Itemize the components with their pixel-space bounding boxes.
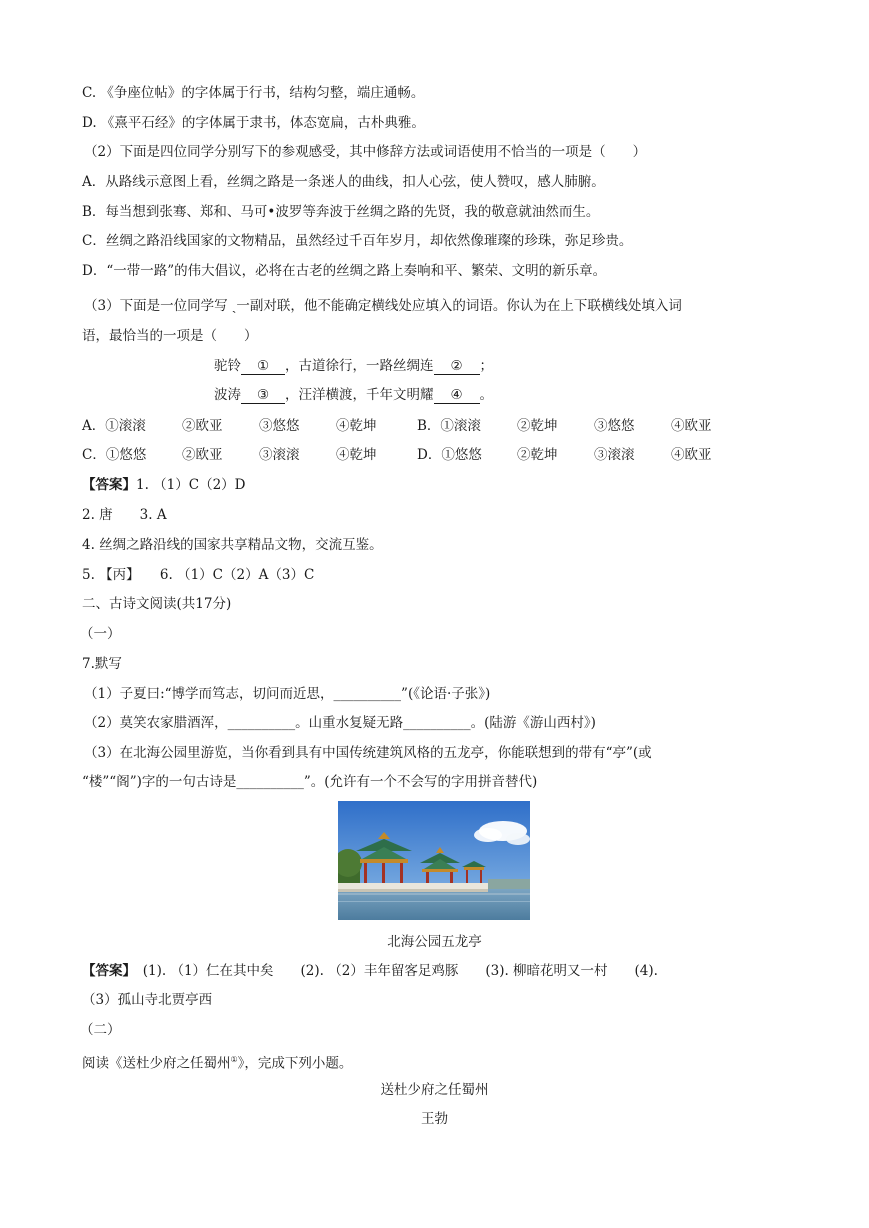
couplet-lower [214, 386, 493, 404]
q6-3-stem-line1: （3）下面是一位同学写 ˎ一副对联，他不能确定横线处应填入的词语。你认为在上下联横线处填入词 [84, 298, 682, 314]
option-b-4: ④欧亚 [671, 418, 712, 434]
couplet-upper-mid: ，古道徐行，一路丝绸连 [285, 358, 434, 374]
option-a-1: A．①滚滚 [82, 418, 146, 434]
couplet-lower-mid: ，汪洋横渡，千年文明耀 [285, 387, 434, 403]
answer-line-1 [82, 476, 246, 494]
option-b-1: B．①滚滚 [417, 418, 481, 434]
option-c-1: C．①悠悠 [82, 447, 147, 463]
answer-label: 【答案】 [82, 477, 136, 493]
option-d-3: ③滚滚 [594, 447, 635, 463]
answer-1: 1. （1）C（2）D [136, 477, 246, 493]
option-a-4: ④乾坤 [336, 418, 377, 434]
option-d-4: ④欧亚 [671, 447, 712, 463]
q6-2-option-b: B．每当想到张骞、郑和、马可•波罗等奔波于丝绸之路的先贤，我的敬意就油然而生。 [82, 204, 600, 220]
answer-2-3: 2. 唐 3. A [82, 507, 167, 523]
part-1-heading: （一） [80, 626, 121, 642]
option-a-3: ③悠悠 [259, 418, 300, 434]
photo-caption: 北海公园五龙亭 [387, 934, 482, 950]
couplet-upper-head: 驼铃 [214, 358, 241, 374]
option-c-3: ③滚滚 [259, 447, 300, 463]
poem-author: 王勃 [421, 1111, 448, 1127]
couplet-upper [214, 357, 493, 375]
option-a-2: ②欧亚 [182, 418, 223, 434]
answer-7-line1 [82, 962, 658, 980]
poem-title: 送杜少府之任蜀州 [380, 1082, 489, 1098]
q5-option-c: C. 《争座位帖》的字体属于行书，结构匀整，端庄通畅。 [82, 85, 425, 101]
wulong-pavilion-photo [338, 801, 530, 920]
reading-prompt-end: 》，完成下列小题。 [237, 1055, 353, 1072]
q6-2-option-a: A．从路线示意图上看，丝绸之路是一条迷人的曲线，扣人心弦，使人赞叹，感人肺腑。 [82, 174, 605, 190]
option-b-3: ③悠悠 [594, 418, 635, 434]
q7-heading: 7.默写 [82, 656, 122, 672]
blank-2: ② [434, 358, 480, 375]
q7-3-line1: （3）在北海公园里游览，当你看到具有中国传统建筑风格的五龙亭，你能联想到的带有“亭”(或 [84, 745, 652, 761]
q6-3-stem-line2: 语，最恰当的一项是（ ） [82, 328, 258, 344]
couplet-upper-end: ； [479, 358, 493, 374]
option-d-1: D．①悠悠 [417, 447, 482, 463]
part-2-heading: （二） [80, 1022, 121, 1038]
answer-7-line2: （3）孤山寺北贾亭西 [82, 992, 213, 1008]
couplet-lower-end: 。 [479, 387, 493, 403]
answer-4: 4. 丝绸之路沿线的国家共享精品文物，交流互鉴。 [82, 537, 383, 553]
answer-7-label: 【答案】 [82, 963, 130, 979]
q6-2-stem: （2）下面是四位同学分别写下的参观感受，其中修辞方法或词语使用不恰当的一项是（ ） [84, 144, 647, 160]
section-2-title: 二、古诗文阅读(共17分) [82, 596, 232, 612]
blank-1: ① [241, 358, 285, 375]
q7-2: （2）莫笑农家腊酒浑，__________。山重水复疑无路__________。(陆游《游山西村》) [84, 715, 596, 731]
q6-3-options-row2 [82, 446, 712, 464]
answer-7-items: (1). （1）仁在其中矣 (2). （2）丰年留客足鸡豚 (3). 柳暗花明又一村 (4). [129, 963, 658, 979]
blank-4: ④ [434, 387, 480, 404]
pavilion-illustration [338, 801, 530, 920]
couplet-lower-head: 波涛 [214, 387, 241, 403]
footnote-marker: ① [230, 1055, 238, 1064]
reading-prompt [82, 1051, 352, 1073]
option-d-2: ②乾坤 [517, 447, 558, 463]
q6-3-options-row1 [82, 417, 712, 435]
option-b-2: ②乾坤 [517, 418, 558, 434]
q7-3-line2: “楼”“阁”)字的一句古诗是__________”。(允许有一个不会写的字用拼音替代) [82, 774, 538, 790]
q5-option-d: D. 《熹平石经》的字体属于隶书，体态宽扁，古朴典雅。 [82, 115, 425, 131]
reading-prompt-start: 阅读《送杜少府之任蜀州 [82, 1055, 231, 1072]
option-c-2: ②欧亚 [182, 447, 223, 463]
answer-5-6: 5. 【丙】 6. （1）C（2）A（3）C [82, 567, 315, 583]
blank-3: ③ [241, 387, 285, 404]
q6-2-option-d: D．“一带一路”的伟大倡议，必将在古老的丝绸之路上奏响和平、繁荣、文明的新乐章。 [82, 263, 607, 279]
option-c-4: ④乾坤 [336, 447, 377, 463]
q7-1: （1）子夏曰:“博学而笃志，切问而近思，__________”(《论语·子张》) [84, 686, 491, 702]
q6-2-option-c: C．丝绸之路沿线国家的文物精品，虽然经过千百年岁月，却依然像璀璨的珍珠，弥足珍贵。 [82, 233, 633, 249]
